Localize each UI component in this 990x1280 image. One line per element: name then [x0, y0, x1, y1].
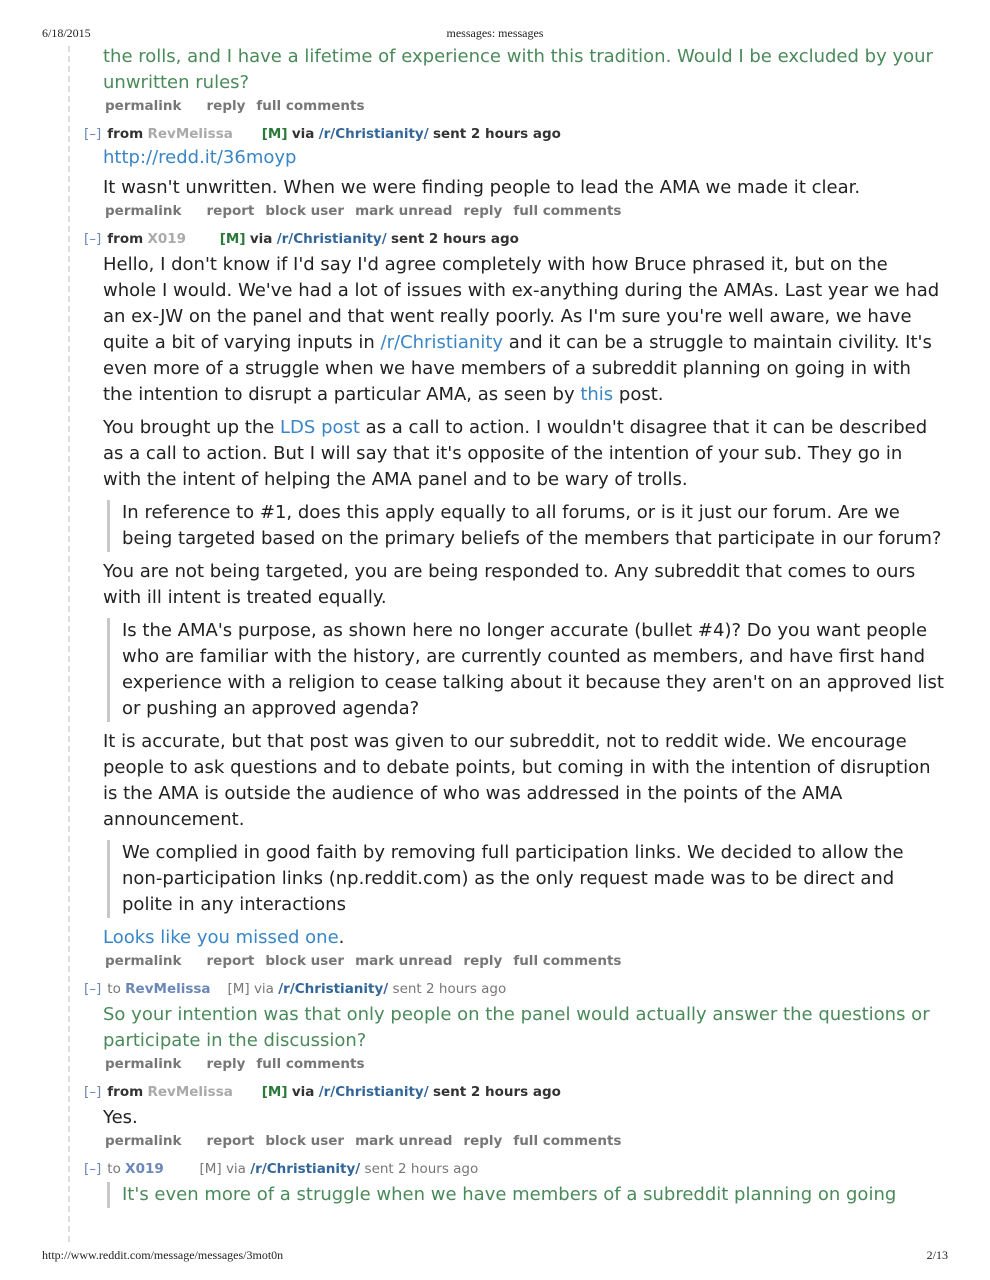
sent-time: sent 2 hours ago: [364, 1161, 479, 1177]
direction-label: from: [107, 1084, 144, 1100]
collapse-toggle[interactable]: [–]: [84, 231, 102, 247]
lds-post-link[interactable]: LDS post: [280, 417, 360, 438]
collapse-toggle[interactable]: [–]: [84, 981, 102, 997]
author-link[interactable]: RevMelissa: [147, 126, 233, 142]
full-comments-button[interactable]: full comments: [513, 1133, 622, 1149]
block-user-button[interactable]: block user: [265, 203, 345, 219]
message-body-sent: [103, 1182, 944, 1208]
subreddit-link[interactable]: /r/Christianity/: [278, 981, 389, 997]
text-span: .: [338, 927, 345, 948]
message-tagline: [84, 981, 944, 1002]
print-header: [0, 22, 990, 40]
via-label: via: [253, 981, 274, 997]
message-body: [103, 1105, 944, 1131]
reply-button[interactable]: reply: [463, 953, 503, 969]
via-label: via: [291, 126, 315, 142]
permalink-button[interactable]: permalink: [105, 953, 182, 969]
thread-indent-line: [68, 46, 70, 1242]
message-actions: [105, 953, 944, 973]
quote-block: We complied in good faith by removing full participation links. We decided to allow the non-participation links (np.reddit.com) as the only request made was to be direct and polite in any interactions: [107, 840, 944, 918]
page-number: 2/13: [926, 1248, 948, 1262]
sent-time: sent 2 hours ago: [432, 1084, 561, 1100]
direction-label: from: [107, 231, 144, 247]
subreddit-link[interactable]: /r/Christianity/: [250, 1161, 361, 1177]
via-label: via: [249, 231, 273, 247]
this-post-link[interactable]: this: [580, 384, 614, 405]
message-actions: [105, 98, 944, 118]
message-tagline: [84, 231, 944, 252]
full-comments-button[interactable]: full comments: [513, 203, 622, 219]
message-actions: [105, 1133, 944, 1153]
message-body: [103, 252, 944, 951]
permalink-button[interactable]: permalink: [105, 203, 182, 219]
full-comments-button[interactable]: full comments: [256, 1056, 365, 1072]
mark-unread-button[interactable]: mark unread: [355, 953, 453, 969]
message-paragraph: It is accurate, but that post was given to our subreddit, not to reddit wide. We encourage people to ask questions and to debate points, but coming in with the intention of disruption is the AMA is outside the audience of who was addressed in the points of the AMA announcement.: [103, 731, 931, 830]
report-button[interactable]: report: [206, 953, 255, 969]
subreddit-inline-link[interactable]: /r/Christianity: [380, 332, 504, 353]
subreddit-link[interactable]: /r/Christianity/: [318, 126, 429, 142]
reply-button[interactable]: reply: [206, 98, 246, 114]
text-span: post.: [613, 384, 664, 405]
text-span: and it can be a struggle to maintain civility. It's even more of a struggle when we have members of a subreddit planning on going in with the intention to disrupt a particular AMA, as seen by: [103, 332, 932, 405]
subreddit-link[interactable]: /r/Christianity/: [276, 231, 387, 247]
subreddit-link[interactable]: /r/Christianity/: [318, 1084, 429, 1100]
permalink-button[interactable]: permalink: [105, 98, 182, 114]
direction-label: to: [107, 981, 121, 997]
collapse-toggle[interactable]: [–]: [84, 126, 102, 142]
direction-label: from: [107, 126, 144, 142]
mark-unread-button[interactable]: mark unread: [355, 1133, 453, 1149]
block-user-button[interactable]: block user: [265, 1133, 345, 1149]
message-text: Yes.: [103, 1107, 138, 1128]
sent-time: sent 2 hours ago: [432, 126, 561, 142]
permalink-button[interactable]: permalink: [105, 1056, 182, 1072]
author-link[interactable]: RevMelissa: [147, 1084, 233, 1100]
reply-button[interactable]: reply: [463, 1133, 503, 1149]
full-comments-button[interactable]: full comments: [513, 953, 622, 969]
message-paragraph: [103, 415, 944, 493]
permalink-button[interactable]: permalink: [105, 1133, 182, 1149]
quote-block: In reference to #1, does this apply equally to all forums, or is it just our forum. Are we being targeted based on the primary beliefs of the members that participate in our forum?: [107, 500, 944, 552]
message-body: [103, 175, 944, 201]
text-span: as a call to action. I wouldn't disagree that it can be described as a call to action. But I will say that it's opposite of the intention of your sub. They go in with the intent of helping the AMA panel and to be wary of trolls.: [103, 417, 928, 490]
via-label: via: [225, 1161, 246, 1177]
message-text: So your intention was that only people on the panel would actually answer the questions or participate in the discussion?: [103, 1004, 930, 1051]
recipient-link[interactable]: RevMelissa: [125, 981, 211, 997]
message-body-sent: [103, 1002, 944, 1054]
moderator-tag: [M]: [227, 981, 250, 997]
shortlink[interactable]: http://redd.it/36moyp: [103, 147, 297, 168]
message-actions: [105, 1056, 944, 1076]
moderator-tag: [M]: [219, 231, 246, 247]
collapse-toggle[interactable]: [–]: [84, 1161, 102, 1177]
full-comments-button[interactable]: full comments: [256, 98, 365, 114]
report-button[interactable]: report: [206, 1133, 255, 1149]
report-button[interactable]: report: [206, 203, 255, 219]
message-tagline: [84, 1084, 944, 1105]
sent-time: sent 2 hours ago: [390, 231, 519, 247]
message-tagline: [84, 126, 944, 147]
reply-button[interactable]: reply: [206, 1056, 246, 1072]
missed-one-link[interactable]: Looks like you missed one: [103, 927, 339, 948]
recipient-link[interactable]: X019: [125, 1161, 164, 1177]
collapse-toggle[interactable]: [–]: [84, 1084, 102, 1100]
text-span: You brought up the: [103, 417, 281, 438]
message-paragraph: You are not being targeted, you are being responded to. Any subreddit that comes to ours with ill intent is treated equally.: [103, 561, 916, 608]
print-date: 6/18/2015: [42, 26, 91, 40]
quote-block: Is the AMA's purpose, as shown here no longer accurate (bullet #4)? Do you want people who are familiar with the history, are currently counted as members, and have first hand experience with a religion to cease talking about it because they aren't on an approved list or pushing an approved agenda?: [107, 618, 944, 722]
block-user-button[interactable]: block user: [265, 953, 345, 969]
message-tagline: [84, 1161, 944, 1182]
message-text: the rolls, and I have a lifetime of experience with this tradition. Would I be excluded by your unwritten rules?: [103, 46, 933, 93]
print-url: http://www.reddit.com/message/messages/3mot0n: [42, 1248, 284, 1262]
moderator-tag: [M]: [261, 1084, 288, 1100]
reply-button[interactable]: reply: [463, 203, 503, 219]
print-title: messages: messages: [446, 26, 544, 40]
moderator-tag: [M]: [261, 126, 288, 142]
message-text: It wasn't unwritten. When we were finding people to lead the AMA we made it clear.: [103, 177, 861, 198]
text-span: Hello, I don't know if I'd say I'd agree completely with how Bruce phrased it, but on the whole I would. We've had a lot of issues with ex-anything during the AMAs. Last year we had an ex-JW on the panel and that went really poorly. As I'm sure you're well aware, we have quite a bit of varying inputs in: [103, 254, 940, 353]
sent-time: sent 2 hours ago: [392, 981, 507, 997]
author-link[interactable]: X019: [147, 231, 187, 247]
message-paragraph: [103, 925, 944, 951]
quote-block: It's even more of a struggle when we have members of a subreddit planning on going: [107, 1182, 944, 1208]
print-footer: [0, 1248, 990, 1266]
direction-label: to: [107, 1161, 121, 1177]
moderator-tag: [M]: [199, 1161, 222, 1177]
mark-unread-button[interactable]: mark unread: [355, 203, 453, 219]
via-label: via: [291, 1084, 315, 1100]
message-paragraph: [103, 252, 944, 408]
message-actions: [105, 203, 944, 223]
message-thread: [84, 44, 944, 1215]
message-body-sent: [103, 44, 944, 96]
